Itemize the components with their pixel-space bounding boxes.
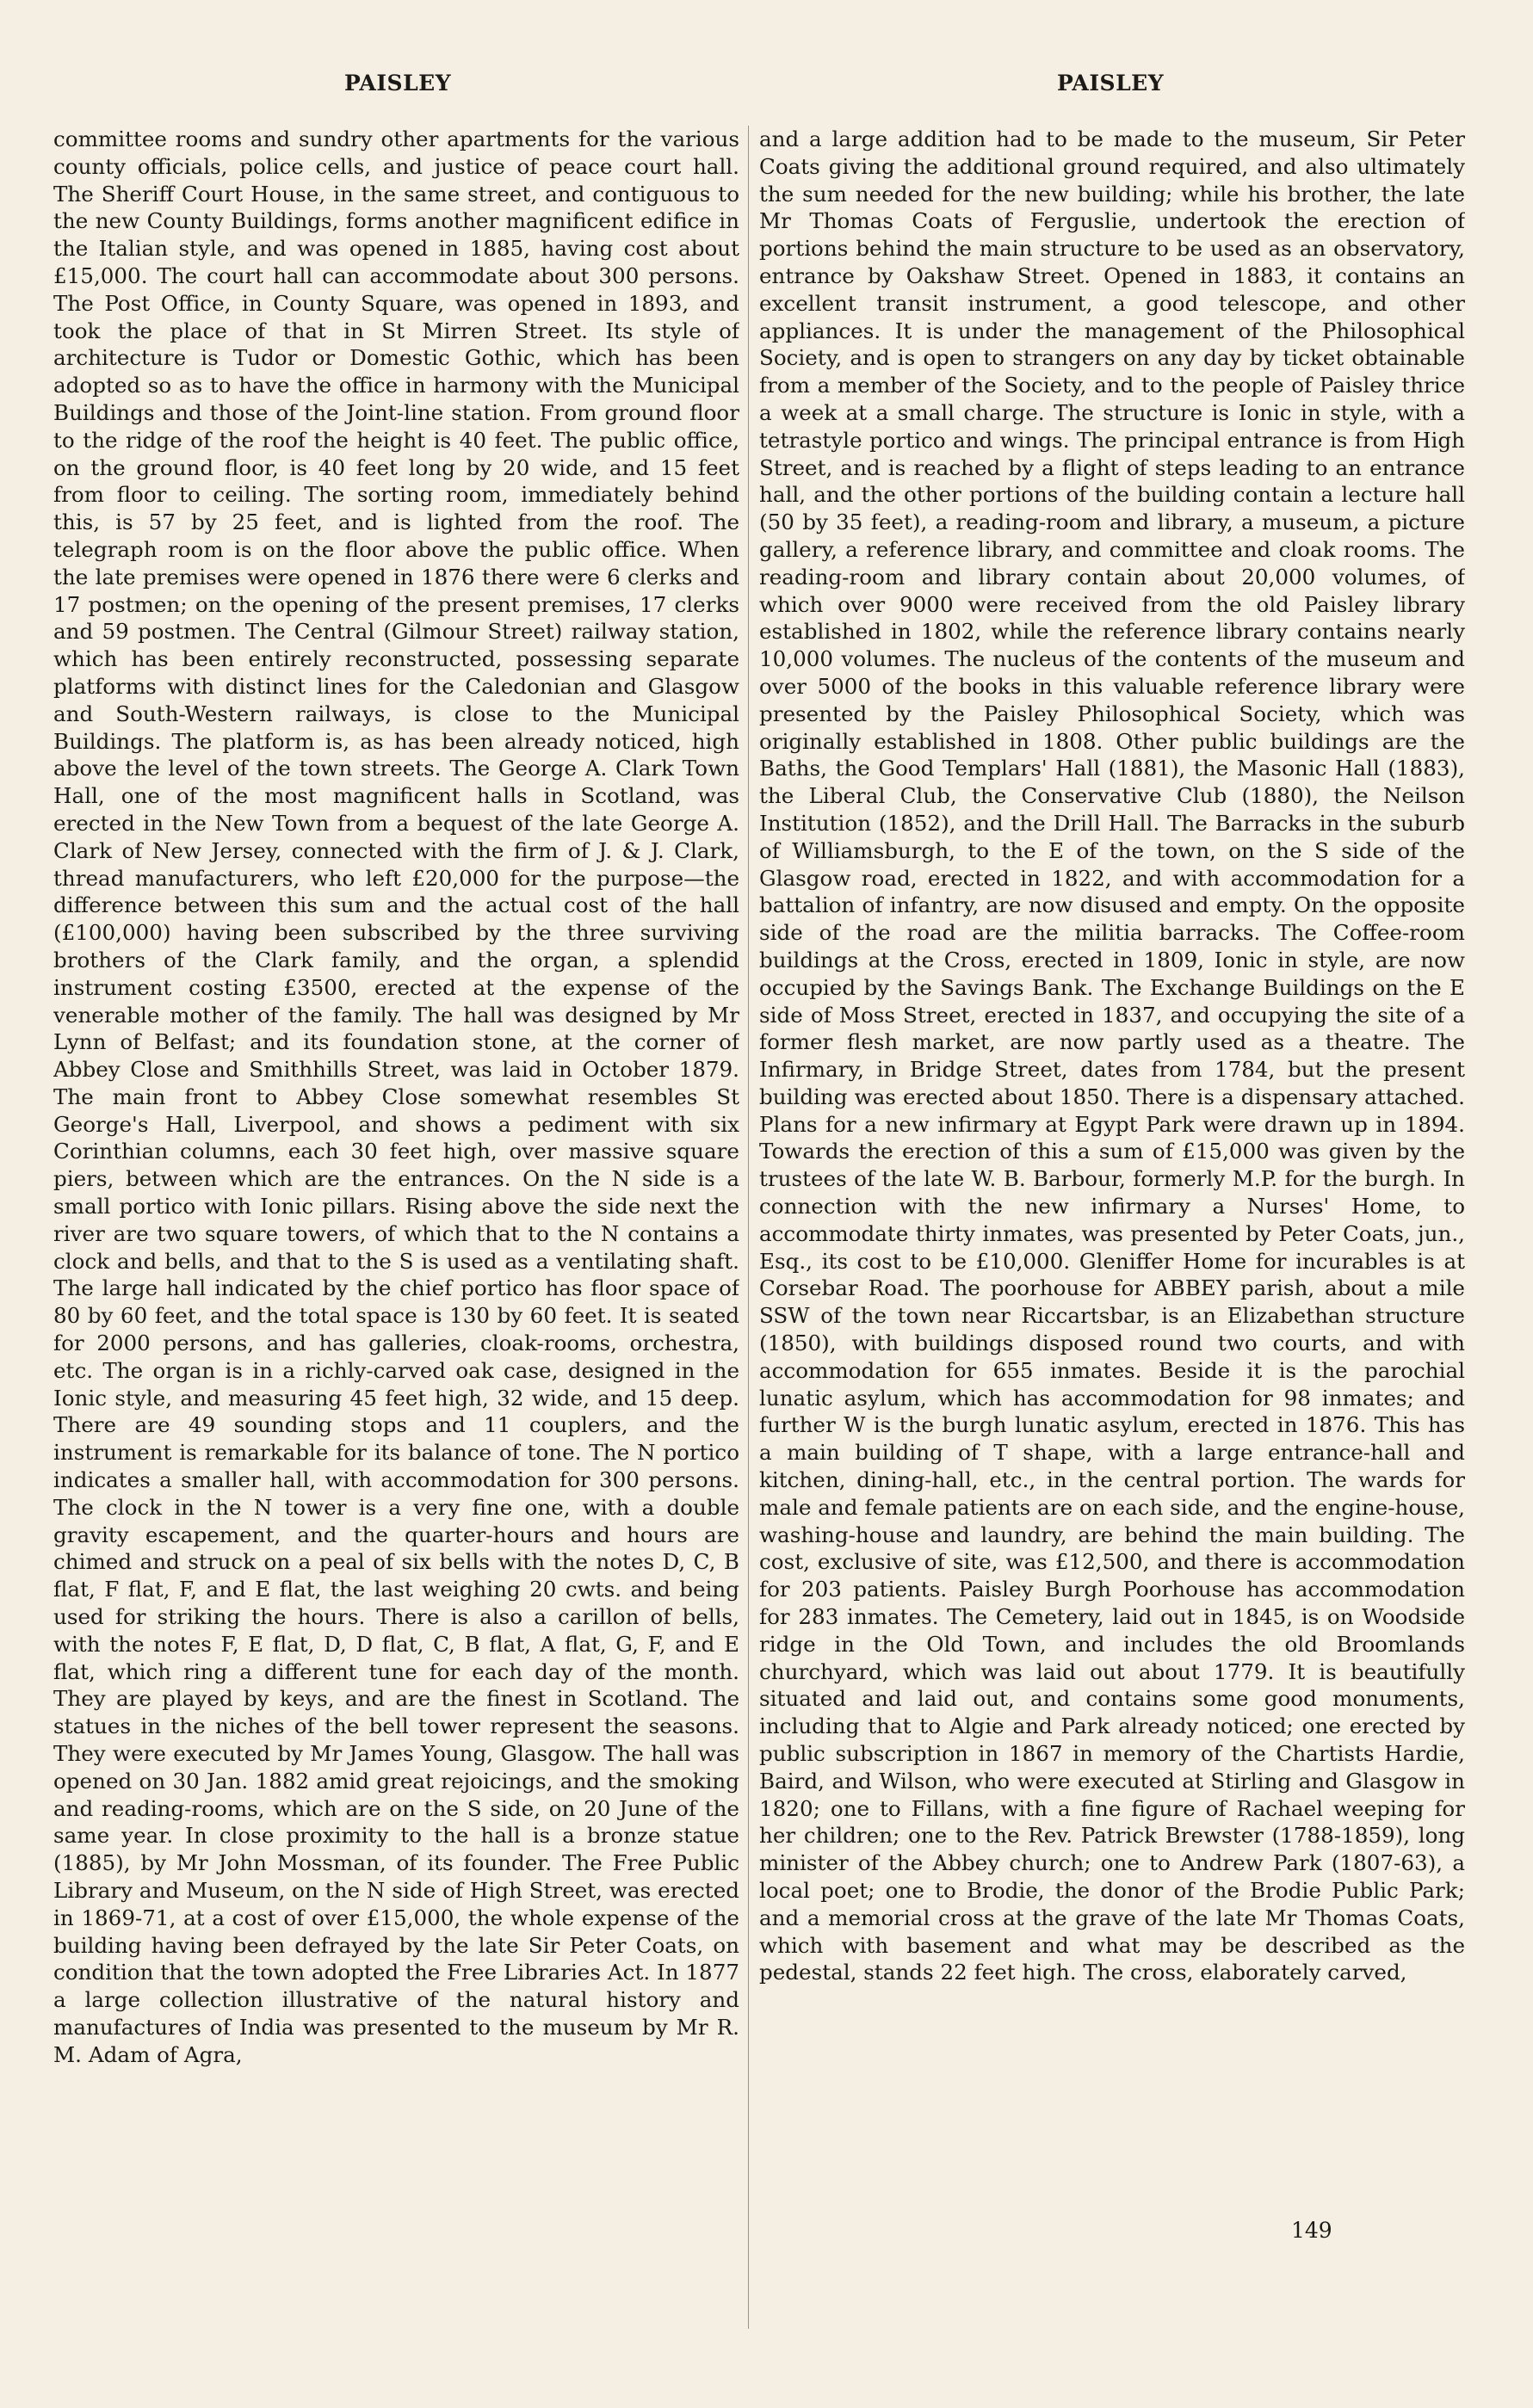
page-number: 149 [1291, 2218, 1332, 2243]
column-left-text: committee rooms and sundry other apartments for the various county officials, police cells, and justice of peace court hall. The Sheriff Court House, in the same street, and contiguous to the new County Buildings, forms another magnificent edifice in the Italian style, and was opened in 1885, having cost about £15,000. The court hall can accommodate about 300 persons. The Post Office, in County Square, was opened in 1893, and took the place of that in St Mirren Street. Its style of architecture is Tudor or Domestic Gothic, which has been adopted so as to have the office in harmony with the Municipal Buildings and those of the Joint-line station. From ground floor to the ridge of the roof the height is 40 feet. The public office, on the ground floor, is 40 feet long by 20 wide, and 15 feet from floor to ceiling. The sorting room, immediately behind this, is 57 by 25 feet, and is lighted from the roof. The telegraph room is on the floor above the public office. When the late premises were opened in 1876 there were 6 clerks and 17 postmen; on the opening of the present premises, 17 clerks and 59 postmen. The Central (Gilmour Street) railway station, which has been entirely reconstructed, possessing separate platforms with distinct lines for the Caledonian and Glasgow and South-Western railways, is close to the Municipal Buildings. The platform is, as has been already noticed, high above the level of the town streets. The George A. Clark Town Hall, one of the most magnificent halls in Scotland, was erected in the New Town from a bequest of the late George A. Clark of New Jersey, connected with the firm of J. & J. Clark, thread manufacturers, who left £20,000 for the purpose—the difference between this sum and the actual cost of the hall (£100,000) having been subscribed by the three surviving brothers of the Clark family, and the organ, a splendid instrument costing £3500, erected at the expense of the venerable mother of the family. The hall was designed by Mr Lynn of Belfast; and its foundation stone, at the corner of Abbey Close and Smithhills Street, was laid in October 1879. The main front to Abbey Close somewhat resembles St George's Hall, Liverpool, and shows a pediment with six Corinthian columns, each 30 feet high, over massive square piers, between which are the entrances. On the N side is a small portico with Ionic pillars. Rising above the side next the river are two square towers, of which that to the N contains a clock and bells, and that to the S is used as a ventilating shaft. The large hall indicated by the chief portico has floor space of 80 by 60 feet, and the total space is 130 by 60 feet. It is seated for 2000 persons, and has galleries, cloak-rooms, orchestra, etc. The organ is in a richly-carved oak case, designed in the Ionic style, and measuring 45 feet high, 32 wide, and 15 deep. There are 49 sounding stops and 11 couplers, and the instrument is remarkable for its balance of tone. The N portico indicates a smaller hall, with accommodation for 300 persons. The clock in the N tower is a very fine one, with a double gravity escapement, and the quarter-hours and hours are chimed and struck on a peal of six bells with the notes D, C, B flat, F flat, F, and E flat, the last weighing 20 cwts. and being used for striking the hours. There is also a carillon of bells, with the notes F, E flat, D, D flat, C, B flat, A flat, G, F, and E flat, which ring a different tune for each day of the month. They are played by keys, and are the finest in Scotland. The statues in the niches of the bell tower represent the seasons. They were executed by Mr James Young, Glasgow. The hall was opened on 30 Jan. 1882 amid great rejoicings, and the smoking and reading-rooms, which are on the S side, on 20 June of the same year. In close proximity to the hall is a bronze statue (1885), by Mr John Mossman, of its founder. The Free Public Library and Museum, on the N side of High Street, was erected in 1869-71, at a cost of over £15,000, the whole expense of the building having been defrayed by the late Sir Peter Coats, on condition that the town adopted the Free Libraries Act. In 1877 a large collection illustrative of the natural history and manufactures of India was presented to the museum by Mr R. M. Adam of Agra, [53, 127, 739, 2067]
running-header-right: PAISLEY [1056, 71, 1165, 96]
running-header-left: PAISLEY [343, 71, 452, 96]
column-right-text: and a large addition had to be made to the museum, Sir Peter Coats giving the additional ground required, and also ultimately the sum needed for the new building; while his brother, the late Mr Thomas Coats of Ferguslie, undertook the erection of portions behind the main structure to be used as an observatory, entrance by Oakshaw Street. Opened in 1883, it contains an excellent transit instrument, a good telescope, and other appliances. It is under the management of the Philosophical Society, and is open to strangers on any day by ticket obtainable from a member of the Society, and to the people of Paisley thrice a week at a small charge. The structure is Ionic in style, with a tetrastyle portico and wings. The principal entrance is from High Street, and is reached by a flight of steps leading to an entrance hall, and the other portions of the building contain a lecture hall (50 by 35 feet), a reading-room and library, a museum, a picture gallery, a reference library, and committee and cloak rooms. The reading-room and library contain about 20,000 volumes, of which over 9000 were received from the old Paisley library established in 1802, while the reference library contains nearly 10,000 volumes. The nucleus of the contents of the museum and over 5000 of the books in this valuable reference library were presented by the Paisley Philosophical Society, which was originally established in 1808. Other public buildings are the Baths, the Good Templars' Hall (1881), the Masonic Hall (1883), the Liberal Club, the Conservative Club (1880), the Neilson Institution (1852), and the Drill Hall. The Barracks in the suburb of Williamsburgh, to the E of the town, on the S side of the Glasgow road, erected in 1822, and with accommodation for a battalion of infantry, are now disused and empty. On the opposite side of the road are the militia barracks. The Coffee-room buildings at the Cross, erected in 1809, Ionic in style, are now occupied by the Savings Bank. The Exchange Buildings on the E side of Moss Street, erected in 1837, and occupying the site of a former flesh market, are now partly used as a theatre. The Infirmary, in Bridge Street, dates from 1784, but the present building was erected about 1850. There is a dispensary attached. Plans for a new infirmary at Egypt Park were drawn up in 1894. Towards the erection of this a sum of £15,000 was given by the trustees of the late W. B. Barbour, formerly M.P. for the burgh. In connection with the new infirmary a Nurses' Home, to accommodate thirty inmates, was presented by Peter Coats, jun., Esq., its cost to be £10,000. Gleniffer Home for incurables is at Corsebar Road. The poorhouse for ABBEY parish, about a mile SSW of the town near Riccartsbar, is an Elizabethan structure (1850), with buildings disposed round two courts, and with accommodation for 655 inmates. Beside it is the parochial lunatic asylum, which has accommodation for 98 inmates; and further W is the burgh lunatic asylum, erected in 1876. This has a main building of T shape, with a large entrance-hall and kitchen, dining-hall, etc., in the central portion. The wards for male and female patients are on each side, and the engine-house, washing-house and laundry, are behind the main building. The cost, exclusive of site, was £12,500, and there is accommodation for 203 patients. Paisley Burgh Poorhouse has accommodation for 283 inmates. The Cemetery, laid out in 1845, is on Woodside ridge in the Old Town, and includes the old Broomlands churchyard, which was laid out about 1779. It is beautifully situated and laid out, and contains some good monuments, including that to Algie and Park already noticed; one erected by public subscription in 1867 in memory of the Chartists Hardie, Baird, and Wilson, who were executed at Stirling and Glasgow in 1820; one to Fillans, with a fine figure of Rachael weeping for her children; one to the Rev. Patrick Brewster (1788-1859), long minister of the Abbey church; one to Andrew Park (1807-63), a local poet; one to Brodie, the donor of the Brodie Public Park; and a memorial cross at the grave of the late Mr Thomas Coats, which with basement and what may be described as the pedestal, stands 22 feet high. The cross, elaborately carved, [759, 127, 1465, 1985]
text-column-right [759, 126, 1465, 2363]
text-column-left [53, 126, 739, 2363]
column-divider [748, 126, 749, 2329]
